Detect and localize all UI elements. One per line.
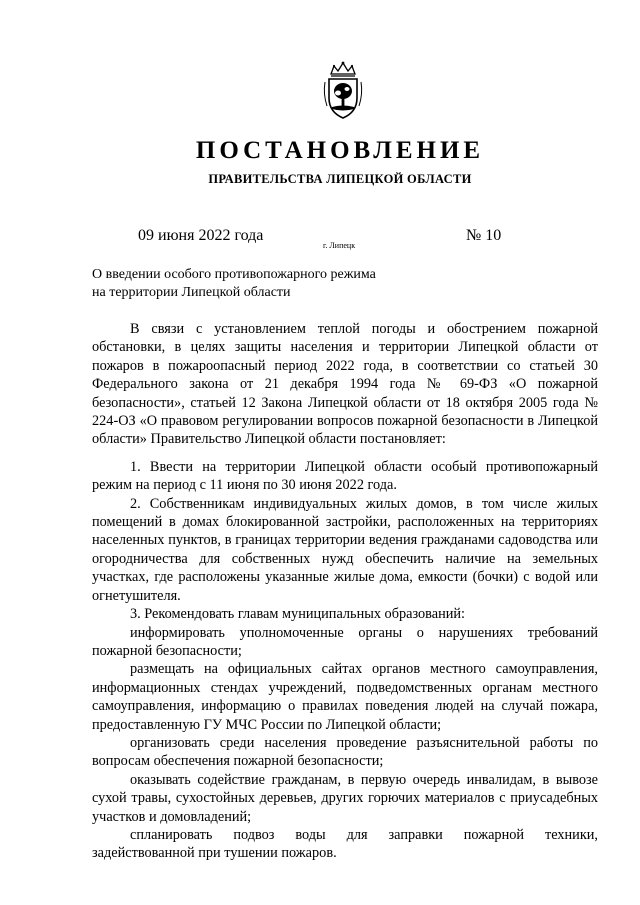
subject-line: О введении особого противопожарного режима [92, 267, 376, 282]
item-3-subitem: оказывать содействие гражданам, в первую очередь инвалидам, в вывозе сухой травы, сухостойных деревьев, других горючих материалов с приусадебных участков и домовладений; [92, 771, 598, 825]
item-3-subitem: спланировать подвоз воды для заправки пожарной техники, задействованной при тушении пожаров. [92, 826, 598, 862]
document-subject [92, 266, 512, 302]
document-city: г. Липецк [323, 241, 356, 250]
coat-of-arms-icon [321, 60, 365, 120]
item-3-subitem: организовать среди населения проведение разъяснительной работы по вопросам обеспечения пожарной безопасности; [92, 734, 598, 770]
item-1: 1. Ввести на территории Липецкой области особый противопожарный режим на период с 11 июня по 30 июня 2022 года. [92, 458, 598, 494]
item-2: 2. Собственникам индивидуальных жилых домов, в том числе жилых помещений в домах блокированной застройки, расположенных на территориях населенных пунктов, в границах территории ведения гражданами садоводства или огородничества для собственных нужд обеспечить наличие на земельных участках, где расположены указанные жилые дома, емкости (бочки) с водой или огнетушителя. [92, 495, 598, 604]
item-3: 3. Рекомендовать главам муниципальных образований: [130, 606, 466, 623]
preamble-paragraph: В связи с установлением теплой погоды и обострением пожарной обстановки, в целях защиты населения и территории Липецкой области от пожаров в пожароопасный период 2022 года, в соответствии со статьей 30 Федерального закона от 21 декабря 1994 года № 69-ФЗ «О пожарной безопасности», статьей 12 Закона Липецкой области от 18 октября 2005 года № 224-ОЗ «О правовом регулировании вопросов пожарной безопасности в Липецкой области» Правительство Липецкой области постановляет: [92, 321, 598, 448]
issuing-authority: ПРАВИТЕЛЬСТВА ЛИПЕЦКОЙ ОБЛАСТИ [208, 172, 472, 186]
item-3-subitem: размещать на официальных сайтах органов местного самоуправления, информационных стендах учреждений, подведомственных органам местного самоуправления, информацию о правилах поведения людей на случай пожара, предоставленную ГУ МЧС России по Липецкой области; [92, 661, 598, 733]
document-number: № 10 [466, 227, 502, 244]
subject-line: на территории Липецкой области [92, 285, 291, 300]
item-3-subitem: информировать уполномоченные органы о нарушениях требований пожарной безопасности; [92, 624, 598, 659]
document-date: 09 июня 2022 года [138, 227, 264, 244]
document-type-title: ПОСТАНОВЛЕНИЕ [195, 137, 485, 164]
document-body [92, 320, 598, 863]
